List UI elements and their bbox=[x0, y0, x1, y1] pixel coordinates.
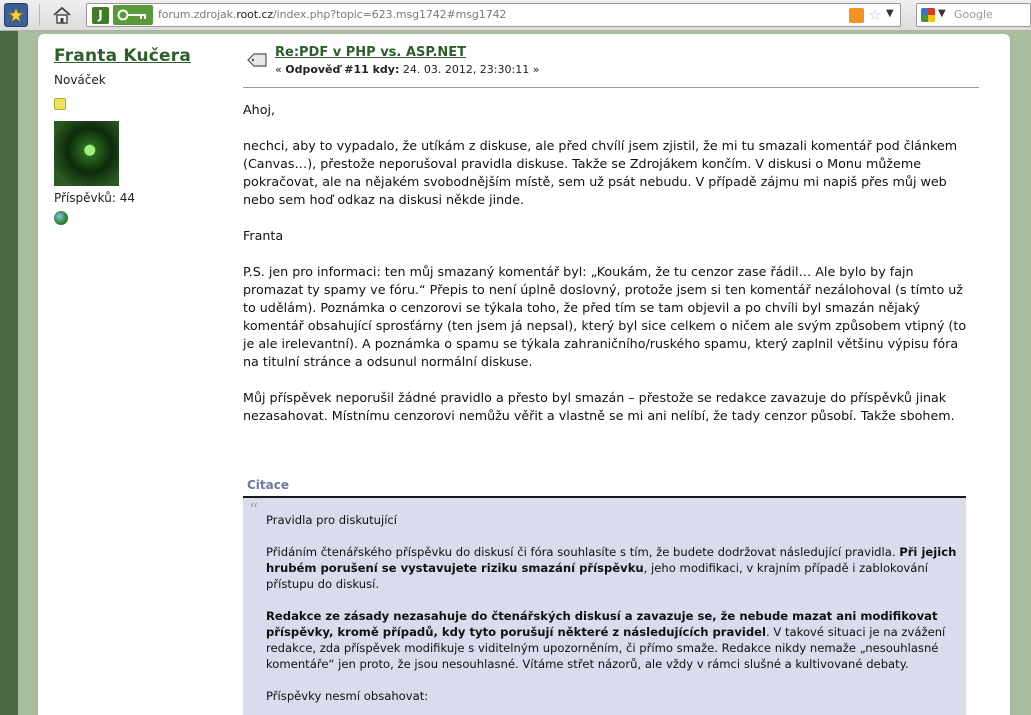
post-body bbox=[243, 101, 973, 443]
poster-info bbox=[54, 46, 234, 225]
quote-block bbox=[243, 498, 966, 715]
post-paragraph: nechci, aby to vypadalo, že utíkám z diskuse, ale před chvílí jsem zjistil, že mi tu smazali komentář pod článkem (Canvas…), přestože neporušoval pravidla diskuse. Takže se Zdrojákem končím. V diskusi o Monu můžeme pokračovat, ale na nějakém svobodnějším místě, sem už psát nebudu. V případě zájmu mi napiš přes můj web nebo sem hoď odkaz na diskusi někde jinde. bbox=[243, 138, 958, 207]
quote-paragraph: Přidáním čtenářského příspěvku do diskusí či fóra souhlasíte s tím, že budete dodržovat následující pravidla. Při jejich hrubém porušení se vystavujete riziku smazání příspěvku, jeho modifikaci, v krajním případě i zablokování přístupu do diskusí. bbox=[266, 545, 957, 591]
rank-star-icon bbox=[54, 98, 66, 110]
avatar bbox=[54, 121, 119, 186]
post-title-link[interactable]: Re:PDF v PHP vs. ASP.NET bbox=[275, 45, 467, 60]
quote-body bbox=[266, 512, 961, 715]
chevron-down-icon[interactable]: ▼ bbox=[938, 8, 946, 19]
post-type-icon bbox=[246, 52, 268, 74]
quote-mark-icon: “ bbox=[249, 500, 259, 521]
browser-toolbar bbox=[0, 0, 1031, 31]
home-icon[interactable] bbox=[50, 3, 74, 27]
post-paragraph: Franta bbox=[243, 228, 284, 243]
page-background bbox=[18, 31, 1031, 715]
search-input[interactable]: Google bbox=[954, 8, 993, 21]
post-count: Příspěvků: 44 bbox=[54, 191, 135, 205]
poster-name-link[interactable]: Franta Kučera bbox=[54, 46, 192, 66]
toolbar-separator bbox=[39, 4, 40, 26]
website-globe-icon[interactable] bbox=[54, 211, 68, 225]
search-box[interactable] bbox=[916, 3, 1031, 27]
address-bar[interactable] bbox=[86, 3, 901, 27]
poster-rank: Nováček bbox=[54, 73, 106, 87]
security-key-icon[interactable] bbox=[113, 5, 153, 25]
post-paragraph: Ahoj, bbox=[243, 102, 276, 117]
google-icon[interactable] bbox=[921, 8, 935, 22]
divider bbox=[243, 87, 979, 88]
quote-label: Citace bbox=[247, 478, 290, 492]
quote-title: Pravidla pro diskutující bbox=[266, 513, 398, 527]
post-card bbox=[38, 34, 1010, 715]
chevron-down-icon[interactable]: ▼ bbox=[886, 8, 894, 19]
quote-header bbox=[243, 476, 966, 498]
quote-paragraph: Redakce ze zásady nezasahuje do čtenářských diskusí a zavazuje se, že nebude mazat ani modifikovat příspěvky, kromě případů, kdy tyto porušují některé z následujících pravidel. V takové situaci je na zvážení redakce, zda příspěvek modifikuje s viditelným upozorněním, či přímo smaže. Redakce nikdy nemaže „nesouhlasné komentáře“ jen proto, že jsou nesouhlasné. Vítáme střet názorů, ale vždy v rámci slušné a kultivované debaty. bbox=[266, 609, 946, 671]
site-favicon: J bbox=[92, 7, 109, 24]
bookmark-star-outline-icon[interactable]: ☆ bbox=[868, 6, 882, 24]
post-meta: « Odpověď #11 kdy: 24. 03. 2012, 23:30:11 » bbox=[275, 63, 540, 76]
rss-feed-icon[interactable] bbox=[849, 8, 864, 23]
post-paragraph: P.S. jen pro informaci: ten můj smazaný komentář byl: „Koukám, že tu cenzor zase řádil… Ale bylo by fajn promazat ty spamy ve fóru.“ Přepis to není úplně doslovný, protože jsem si ten komentář nezálohoval (s tímto už to udělám). Poznámka o cenzorovi se týkala toho, že před tím se tam objevil a po chvíli byl smazán nějaký komentář obsahující sprosťárny (ten jsem já nepsal), který byl sice celkem o ničem ale svým způsobem vtipný (to je ale irelevantní). A poznámka o spamu se týkala zahraničního/ruského spamu, který zaplnil většinu výpisu fóra na titulní stránce a odsunul normální diskuse. bbox=[243, 264, 967, 369]
quote-paragraph: Příspěvky nesmí obsahovat: bbox=[266, 689, 429, 703]
bookmark-star-icon[interactable] bbox=[4, 3, 28, 27]
url-text[interactable]: forum.zdrojak.root.cz/index.php?topic=623.msg1742#msg1742 bbox=[158, 8, 507, 21]
post-paragraph: Můj příspěvek neporušil žádné pravidlo a přesto byl smazán – přestože se redakce zavazuje do příspěvků jinak nezasahovat. Místnímu cenzorovi nemůžu věřit a vlastně se mi ani nelíbí, že tady cenzor působí. Takže sbohem. bbox=[243, 390, 955, 423]
